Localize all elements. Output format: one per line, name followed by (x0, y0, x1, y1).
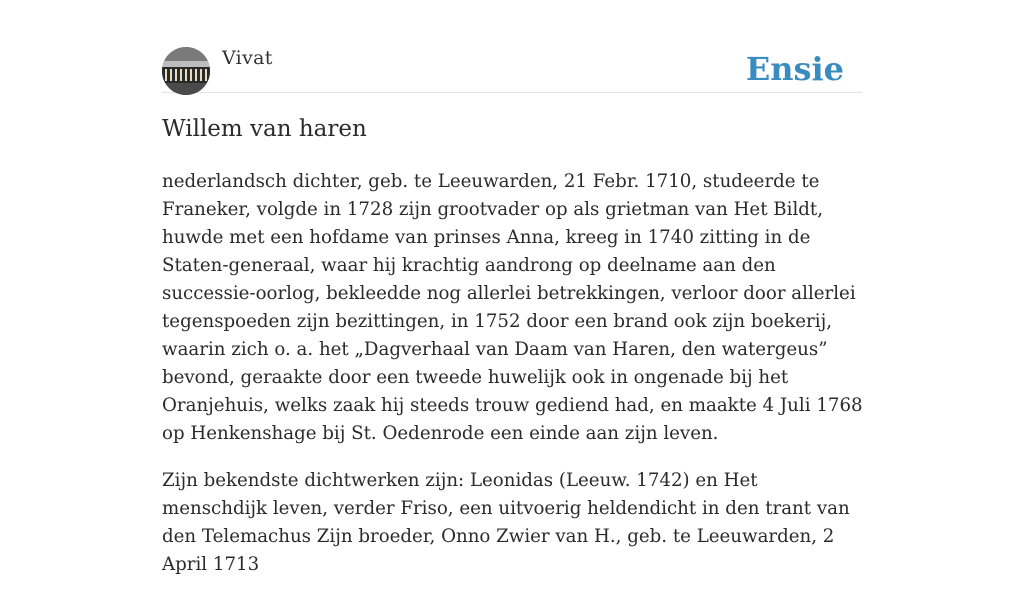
typewriter-icon (162, 47, 210, 95)
author-name[interactable]: Vivat (222, 47, 273, 69)
site-logo[interactable]: Ensie (745, 50, 844, 88)
page-title: Willem van haren (162, 116, 367, 142)
site-header (162, 46, 862, 93)
article-paragraph: Zijn bekendste dichtwerken zijn: Leonidas (Leeuw. 1742) en Het menschdijk leven, verder Friso, een uitvoerig heldendicht in den trant van den Telemachus Zijn broeder, Onno Zwier van H., geb. te Leeuwarden, 2 April 1713 (162, 470, 850, 575)
author-avatar[interactable] (162, 47, 210, 95)
article-body (162, 168, 867, 598)
article-paragraph: nederlandsch dichter, geb. te Leeuwarden, 21 Febr. 1710, studeerde te Franeker, volgde in 1728 zijn grootvader op als grietman van Het Bildt, huwde met een hofdame van prinses Anna, kreeg in 1740 zitting in de Staten-generaal, waar hij krachtig aandrong op deelname aan den successie-oorlog, bekleedde nog allerlei betrekkingen, verloor door allerlei tegenspoeden zijn bezittingen, in 1752 door een brand ook zijn boekerij, waarin zich o. a. het „Dagverhaal van Daam van Haren, den watergeus” bevond, geraakte door een tweede huwelijk ook in ongenade bij het Oranjehuis, welks zaak hij steeds trouw gediend had, en maakte 4 Juli 1768 op Henkenshage bij St. Oedenrode een einde aan zijn leven. (162, 171, 863, 444)
